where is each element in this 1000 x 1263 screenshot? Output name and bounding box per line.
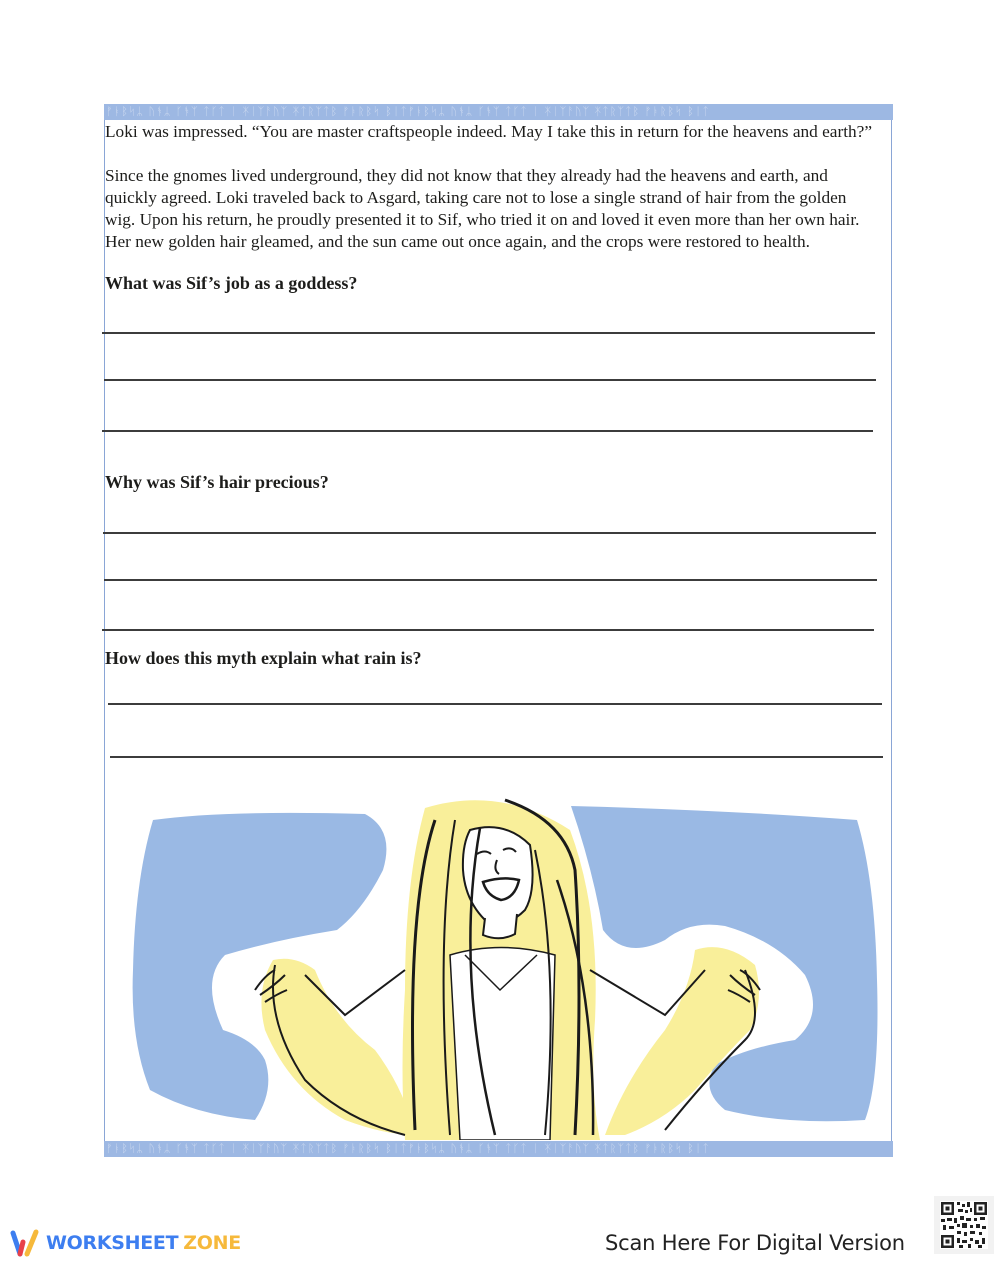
qr-code-icon[interactable]	[934, 1196, 994, 1254]
worksheetzone-logo-icon	[10, 1228, 46, 1258]
answer-line-q1-3[interactable]	[102, 430, 873, 432]
scan-label: Scan Here For Digital Version	[605, 1231, 905, 1255]
answer-line-q3-1[interactable]	[108, 703, 882, 705]
story-paragraph-2-line-1: Since the gnomes lived underground, they did not know that they already had the heavens and earth, and	[105, 166, 828, 185]
question-3: How does this myth explain what rain is?	[105, 648, 422, 668]
story-paragraph-2-line-4: Her new golden hair gleamed, and the sun came out once again, and the crops were restored to health.	[105, 232, 810, 251]
answer-line-q2-3[interactable]	[102, 629, 874, 631]
rune-border-text: ᚠᚭᛒᛋᛦ ᚢᚬᛦ ᚴᚬᛉ ᛏᚴᛏ ᛁ ᛡᛁᛉᚨᚢᛉ ᛡᛏᚱᛉᛏᛒ ᚠᚭᚱᛒᛋ ᛒᛁᛏᚠᚭᛒᛋᛦ ᚢᚬᛦ ᚴᚬᛉ ᛏᚴᛏ ᛁ ᛡᛁᛉᚨᚢᛉ ᛡᛏᚱᛉᛏᛒ ᚠᚭᚱᛒᛋ ᛒᛁᛏ	[106, 105, 710, 118]
question-2: Why was Sif’s hair precious?	[105, 472, 329, 492]
story-paragraph-2-line-2: quickly agreed. Loki traveled back to Asgard, taking care not to lose a single strand of hair from the golden	[105, 188, 847, 207]
answer-line-q3-2[interactable]	[110, 756, 883, 758]
answer-line-q1-1[interactable]	[102, 332, 875, 334]
brand-secondary-text: ZONE	[183, 1232, 241, 1254]
answer-line-q1-2[interactable]	[104, 379, 876, 381]
story-paragraph-1: Loki was impressed. “You are master craftspeople indeed. May I take this in return for the heavens and earth?”	[105, 122, 872, 141]
rune-border-top	[104, 104, 893, 120]
story-paragraph-2-line-3: wig. Upon his return, he proudly presented it to Sif, who tried it on and loved it even more than her own hair.	[105, 210, 860, 229]
rune-border-text: ᚠᚭᛒᛋᛦ ᚢᚬᛦ ᚴᚬᛉ ᛏᚴᛏ ᛁ ᛡᛁᛉᚨᚢᛉ ᛡᛏᚱᛉᛏᛒ ᚠᚭᚱᛒᛋ ᛒᛁᛏᚠᚭᛒᛋᛦ ᚢᚬᛦ ᚴᚬᛉ ᛏᚴᛏ ᛁ ᛡᛁᛉᚨᚢᛉ ᛡᛏᚱᛉᛏᛒ ᚠᚭᚱᛒᛋ ᛒᛁᛏ	[106, 1142, 710, 1155]
brand-primary-text: WORKSHEET	[46, 1232, 179, 1254]
torso	[450, 948, 555, 1141]
worksheetzone-logo[interactable]	[10, 1228, 241, 1258]
rune-border-bottom	[104, 1141, 893, 1157]
answer-line-q2-1[interactable]	[103, 532, 876, 534]
sif-illustration	[105, 790, 891, 1140]
question-1: What was Sif’s job as a goddess?	[105, 273, 358, 293]
answer-line-q2-2[interactable]	[104, 579, 877, 581]
hair-strand-left	[261, 959, 415, 1135]
